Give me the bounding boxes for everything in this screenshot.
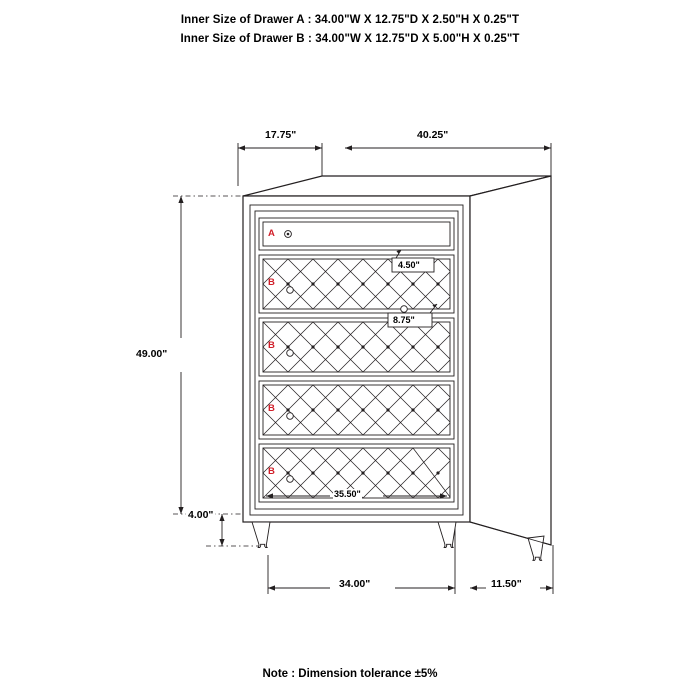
dim-label-side-depth: 11.50"	[491, 578, 522, 590]
drawer-tag-a: A	[268, 228, 275, 239]
footer-note: Note : Dimension tolerance ±5%	[262, 668, 438, 680]
dim-label-top-depth: 17.75"	[265, 129, 297, 141]
drawer-tag-b-1: B	[268, 277, 275, 288]
drawer-tag-b-3: B	[268, 403, 275, 414]
drawer-tag-b-2: B	[268, 340, 275, 351]
dim-label-drawer-a-inner-height: 4.50"	[398, 260, 420, 270]
dim-label-top-width: 40.25"	[417, 129, 449, 141]
dim-label-front-width: 34.00"	[339, 578, 371, 590]
dim-label-drawer-inner-width: 35.50"	[334, 489, 361, 499]
dim-label-drawer-b-inner-height: 8.75"	[393, 315, 415, 325]
dim-label-leg-height: 4.00"	[188, 509, 214, 521]
header-line-drawer-a: Inner Size of Drawer A : 34.00"W X 12.75"D X 2.50"H X 0.25"T	[180, 14, 520, 26]
header-line-drawer-b: Inner Size of Drawer B : 34.00"W X 12.75"D X 5.00"H X 0.25"T	[180, 33, 520, 45]
drawer-tag-b-4: B	[268, 466, 275, 477]
dim-label-overall-height: 49.00"	[136, 348, 168, 360]
